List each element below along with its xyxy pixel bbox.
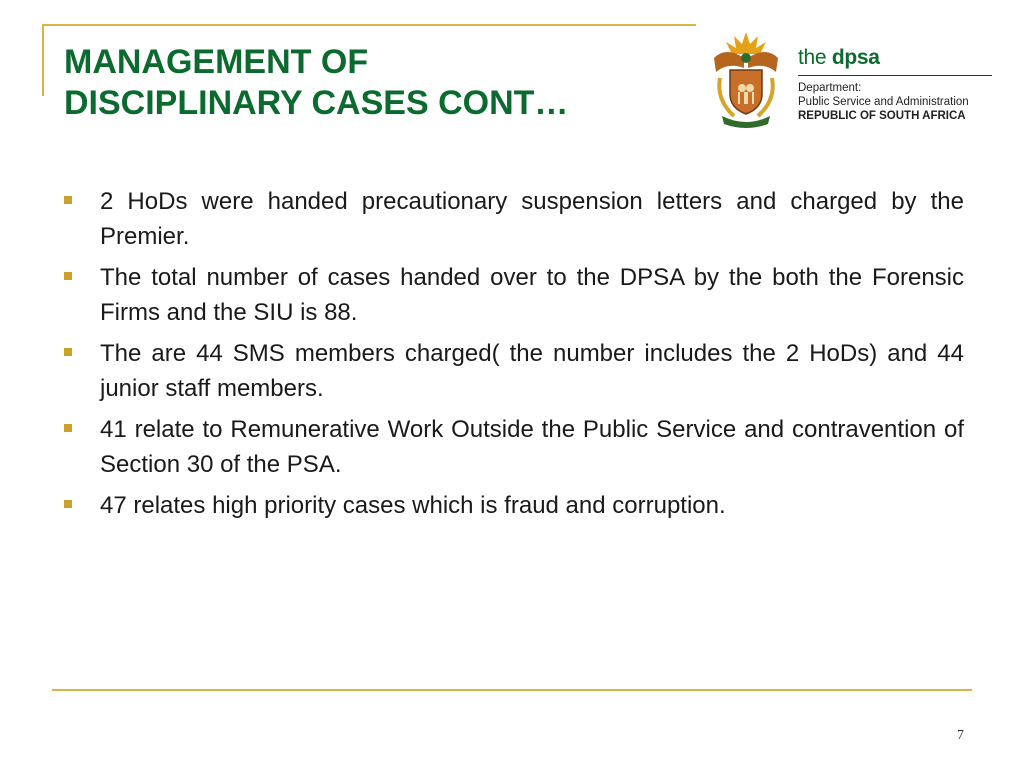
page-number: 7 — [957, 728, 964, 743]
dpsa-wordmark-prefix: the — [798, 46, 827, 69]
dpsa-wordmark-name: dpsa — [831, 46, 880, 69]
title-frame-left-rule — [42, 24, 44, 96]
bullet-text: 41 relate to Remunerative Work Outside the Public Service and contravention of Section 30 of the PSA. — [100, 416, 964, 478]
dpsa-logo — [700, 24, 996, 134]
bullet-list — [60, 184, 964, 529]
coat-of-arms-icon — [706, 28, 786, 130]
square-bullet-icon — [64, 424, 72, 432]
slide-title-line-1: MANAGEMENT OF — [64, 43, 369, 81]
bullet-text: 47 relates high priority cases which is fraud and corruption. — [100, 492, 726, 519]
dpsa-wordmark — [798, 46, 880, 70]
bullet-item — [60, 260, 964, 330]
bullet-text: The are 44 SMS members charged( the number includes the 2 HoDs) and 44 junior staff members. — [100, 340, 964, 402]
dpsa-department-name: Public Service and Administration — [798, 96, 969, 108]
slide-title-line-2: DISCIPLINARY CASES CONT… — [64, 84, 569, 122]
bullet-text: The total number of cases handed over to the DPSA by the both the Forensic Firms and the SIU is 88. — [100, 264, 964, 326]
bullet-text: 2 HoDs were handed precautionary suspension letters and charged by the Premier. — [100, 188, 964, 250]
bullet-item — [60, 412, 964, 482]
dpsa-logo-divider — [798, 75, 992, 76]
bullet-item — [60, 184, 964, 254]
footer-rule — [52, 689, 972, 691]
bullet-item — [60, 488, 964, 523]
square-bullet-icon — [64, 500, 72, 508]
square-bullet-icon — [64, 272, 72, 280]
square-bullet-icon — [64, 196, 72, 204]
title-frame-top-rule — [42, 24, 696, 26]
bullet-item — [60, 336, 964, 406]
slide-title — [64, 42, 684, 124]
dpsa-department-label: Department: — [798, 82, 862, 94]
square-bullet-icon — [64, 348, 72, 356]
dpsa-country-name: REPUBLIC OF SOUTH AFRICA — [798, 110, 966, 122]
